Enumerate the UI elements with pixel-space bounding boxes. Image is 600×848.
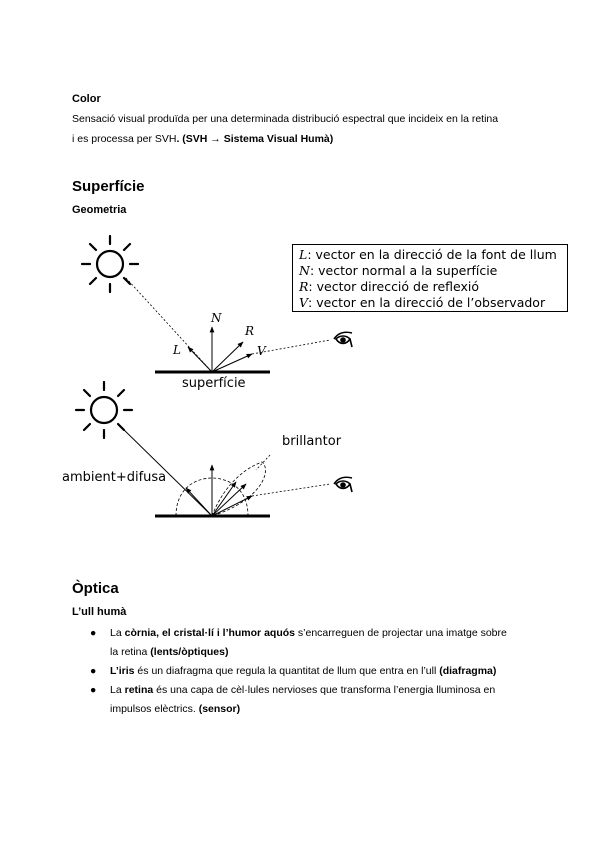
list-item bbox=[90, 624, 570, 662]
sun-icon bbox=[82, 236, 138, 292]
legend-R-text: : vector direcció de reflexió bbox=[308, 279, 480, 294]
legend-V-text: : vector en la direcció de l’observador bbox=[308, 295, 546, 310]
bullet2-b1: L’iris bbox=[110, 665, 135, 677]
color-heading: Color bbox=[72, 93, 101, 105]
bullet-icon: ● bbox=[90, 684, 97, 696]
bullet3-p2: és una capa de cèl·lules nervioses que transforma l’energia lluminosa en bbox=[153, 684, 496, 696]
ambient-difusa-label: ambient+difusa bbox=[62, 470, 167, 485]
ray-2c bbox=[212, 484, 246, 516]
label-L: L bbox=[173, 343, 181, 357]
ray-2a bbox=[186, 488, 212, 516]
eye-icon-2 bbox=[334, 477, 352, 492]
bullet-icon: ● bbox=[90, 627, 97, 639]
legend-V bbox=[299, 295, 561, 311]
color-line-2-bold: . (SVH → Sistema Visual Humà) bbox=[176, 133, 334, 145]
vector-L bbox=[188, 347, 212, 372]
list-item bbox=[90, 662, 570, 681]
geometria-subheading: Geometria bbox=[72, 204, 127, 216]
bullet3-p1: La bbox=[110, 684, 125, 696]
bullet-icon: ● bbox=[90, 665, 97, 677]
color-line-1: Sensació visual produïda per una determinada distribució espectral que incideix en la retina bbox=[72, 113, 499, 125]
bullet2-b2: (diafragma) bbox=[439, 665, 497, 677]
ray-2d bbox=[212, 496, 252, 516]
list-item bbox=[90, 681, 570, 719]
legend-N-symbol: N bbox=[299, 263, 310, 278]
legend-L-text: : vector en la direcció de la font de llum bbox=[307, 247, 557, 262]
optica-heading: Òptica bbox=[72, 580, 119, 597]
bullet3-line2-p: impulsos elèctrics. bbox=[110, 703, 199, 715]
ull-huma-subheading: L’ull humà bbox=[72, 606, 127, 618]
vector-legend bbox=[292, 244, 568, 312]
bullet3-b1: retina bbox=[124, 684, 154, 696]
bullet2-p2: és un diafragma que regula la quantitat de llum que entra en l’ull bbox=[134, 665, 440, 677]
label-N: N bbox=[211, 311, 222, 325]
color-line-2-text: i es processa per SVH bbox=[72, 133, 177, 145]
bullet1-line2-p: la retina bbox=[110, 646, 151, 658]
legend-R-symbol: R bbox=[299, 279, 309, 294]
bullet3-line2-b: (sensor) bbox=[198, 703, 241, 715]
legend-L bbox=[299, 247, 561, 263]
ray-2b bbox=[212, 482, 236, 516]
brillantor-label: brillantor bbox=[282, 434, 342, 449]
eye-icon bbox=[334, 332, 352, 347]
legend-R bbox=[299, 279, 561, 295]
vector-R bbox=[212, 342, 243, 372]
surface-label: superfície bbox=[182, 376, 246, 391]
legend-N bbox=[299, 263, 561, 279]
legend-V-symbol: V bbox=[299, 295, 309, 310]
superficie-heading: Superfície bbox=[72, 178, 145, 195]
legend-N-text: : vector normal a la superfície bbox=[309, 263, 498, 278]
bullet1-line2-b: (lents/òptiques) bbox=[150, 646, 229, 658]
bullet1-b1: còrnia, el cristal·lí i l’humor aquós bbox=[124, 627, 295, 639]
legend-L-symbol: L bbox=[299, 247, 308, 262]
vector-V bbox=[212, 354, 252, 372]
label-V: V bbox=[257, 344, 266, 358]
view-ray-2 bbox=[252, 484, 330, 496]
bullet1-p2: s’encarreguen de projectar una imatge sobre bbox=[294, 627, 507, 639]
label-R: R bbox=[245, 324, 255, 338]
eye-bullet-list bbox=[90, 624, 570, 719]
bullet1-p1: La bbox=[110, 627, 125, 639]
